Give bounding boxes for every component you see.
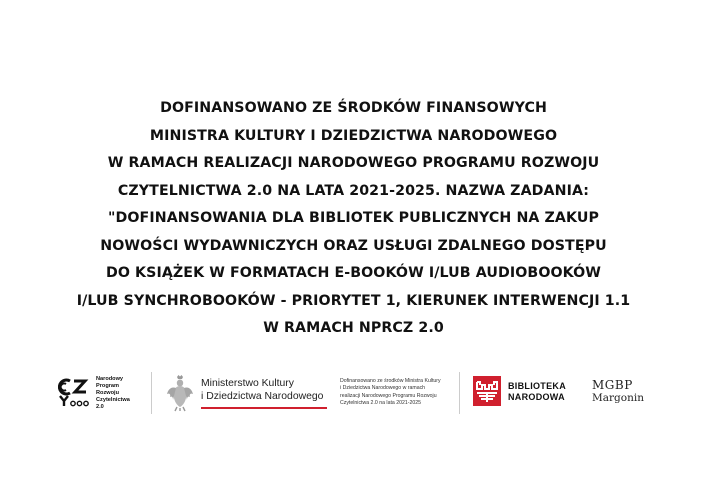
biblioteka-narodowa-logo-icon: [473, 376, 501, 406]
statement-line-8: I/LUB SYNCHROBOOKÓW - PRIORYTET 1, KIERUNEK INTERWENCJI 1.1: [76, 292, 631, 309]
ministry-line-2: i Dziedzictwa Narodowego: [201, 391, 324, 402]
statement-line-4: CZYTELNICTWA 2.0 NA LATA 2021-2025. NAZWA ZADANIA:: [117, 182, 590, 199]
ministry-line-1: Ministerstwo Kultury: [201, 378, 294, 389]
funding-note-line-4: Czytelnictwa 2.0 na lata 2021-2025: [340, 399, 422, 406]
ministry-name: [201, 377, 323, 403]
polish-eagle-icon: [166, 374, 194, 412]
funding-note-line-2: i Dziedzictwa Narodowego w ramach: [340, 385, 426, 392]
statement-line-9: W RAMACH NPRCZ 2.0: [263, 320, 444, 336]
nprcz-line-4: Czytelnictwa: [96, 396, 130, 403]
statement-line-6: NOWOŚCI WYDAWNICZYCH ORAZ USŁUGI ZDALNEGO DOSTĘPU: [100, 237, 607, 254]
nprcz-logo-icon: [58, 378, 90, 408]
logo-divider: [151, 372, 152, 414]
mgbp-abbrev: MGBP: [592, 378, 633, 392]
funding-note-line-3: realizacji Narodowego Programu Rozwoju: [340, 392, 437, 399]
biblioteka-narodowa-name: [508, 381, 566, 403]
mgbp-town: Margonin: [592, 392, 644, 404]
statement-line-7: DO KSIĄŻEK W FORMATACH E-BOOKÓW I/LUB AUDIOBOOKÓW: [105, 265, 602, 281]
funding-statement: [0, 95, 707, 343]
nprcz-line-2: Program: [96, 382, 120, 389]
nprcz-line-3: Rozwoju: [96, 389, 119, 396]
bn-line-2: NARODOWA: [508, 392, 565, 402]
bn-line-1: BIBLIOTEKA: [508, 381, 566, 391]
statement-line-2: MINISTRA KULTURY I DZIEDZICTWA NARODOWEGO: [149, 127, 558, 144]
logo-divider: [459, 372, 460, 414]
nprcz-line-1: Narodowy: [96, 376, 124, 382]
statement-line-5: "DOFINANSOWANIA DLA BIBLIOTEK PUBLICZNYCH NA ZAKUP: [108, 210, 599, 226]
logo-strip: [0, 368, 707, 418]
ministry-accent-bar: [201, 407, 327, 409]
nprcz-line-5: 2.0: [96, 403, 104, 410]
funding-note: [340, 378, 441, 407]
funding-note-line-1: Dofinansowano ze środków Ministra Kultury: [340, 378, 441, 384]
nprcz-name: [96, 376, 130, 411]
statement-line-1: DOFINANSOWANO ZE ŚRODKÓW FINANSOWYCH: [160, 100, 547, 116]
statement-line-3: W RAMACH REALIZACJI NARODOWEGO PROGRAMU ROZWOJU: [107, 155, 600, 171]
mgbp-logo: [592, 379, 644, 404]
